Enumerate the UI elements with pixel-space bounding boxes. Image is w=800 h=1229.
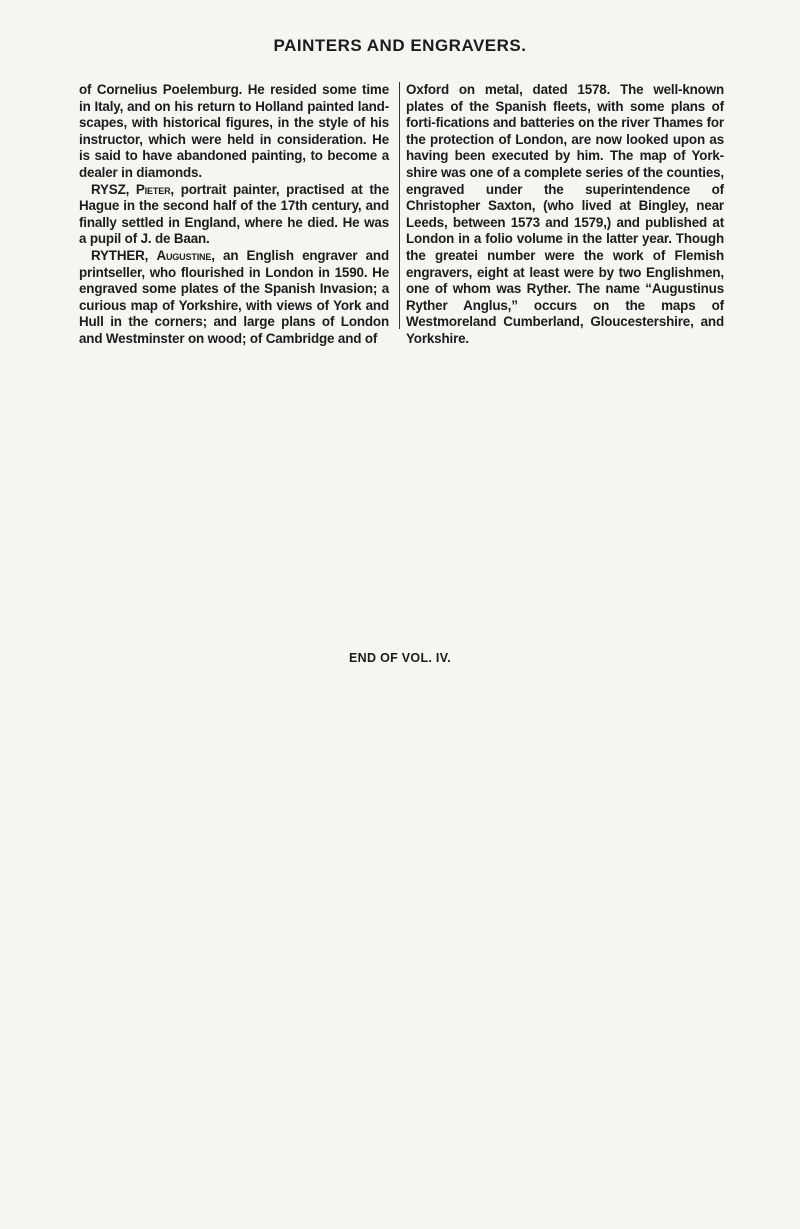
entry-text: an English engraver and printseller, who flourished in London in 1590. He engraved some plates of the Spanish Invasion; a curious map of Yorkshire, with views of York and Hull in the corners; and large plans of London and Westminster on wood; of Cambridge and of <box>79 247 389 346</box>
paragraph-continuation: Oxford on metal, dated 1578. The well-known plates of the Spanish fleets, with some plans of forti-fications and batteries on the river Thames for the protection of London, are now looked upon as having been executed by him. The map of York-shire was one of a complete series of the counties, engraved under the superintendence of Christopher Saxton, (who lived at Bingley, near Leeds, between 1573 and 1579,) and published at London in a folio volume in the latter year. Though the greatei number were the work of Flemish engravers, eight at least were by two Englishmen, one of whom was Ryther. The name “Augustinus Ryther Anglus,” occurs on the maps of Westmoreland Cumberland, Gloucestershire, and Yorkshire. <box>406 82 724 346</box>
entry-ryther <box>79 248 389 348</box>
running-head: PAINTERS AND ENGRAVERS. <box>273 36 527 55</box>
entry-surname: RYSZ, <box>91 181 130 197</box>
paragraph-continuation: of Cornelius Poelemburg. He resided some time in Italy, and on his return to Holland painted land-scapes, with historical figures, in the style of his instructor, which were held in consideration. He is said to have abandoned painting, to become a dealer in diamonds. <box>79 82 389 180</box>
end-of-volume-note: END OF VOL. IV. <box>349 651 451 665</box>
entry-given-name: Pieter, <box>135 181 174 197</box>
text-columns <box>79 82 724 348</box>
entry-text: portrait painter, practised at the Hague in the second half of the 17th century, and finally settled in England, where he died. He was a pupil of J. de Baan. <box>79 181 389 247</box>
right-column <box>399 82 724 346</box>
entry-given-name: Augustine, <box>156 247 215 263</box>
entry-rysz <box>79 182 389 248</box>
entry-surname: RYTHER, <box>91 247 149 263</box>
left-column <box>79 82 389 348</box>
